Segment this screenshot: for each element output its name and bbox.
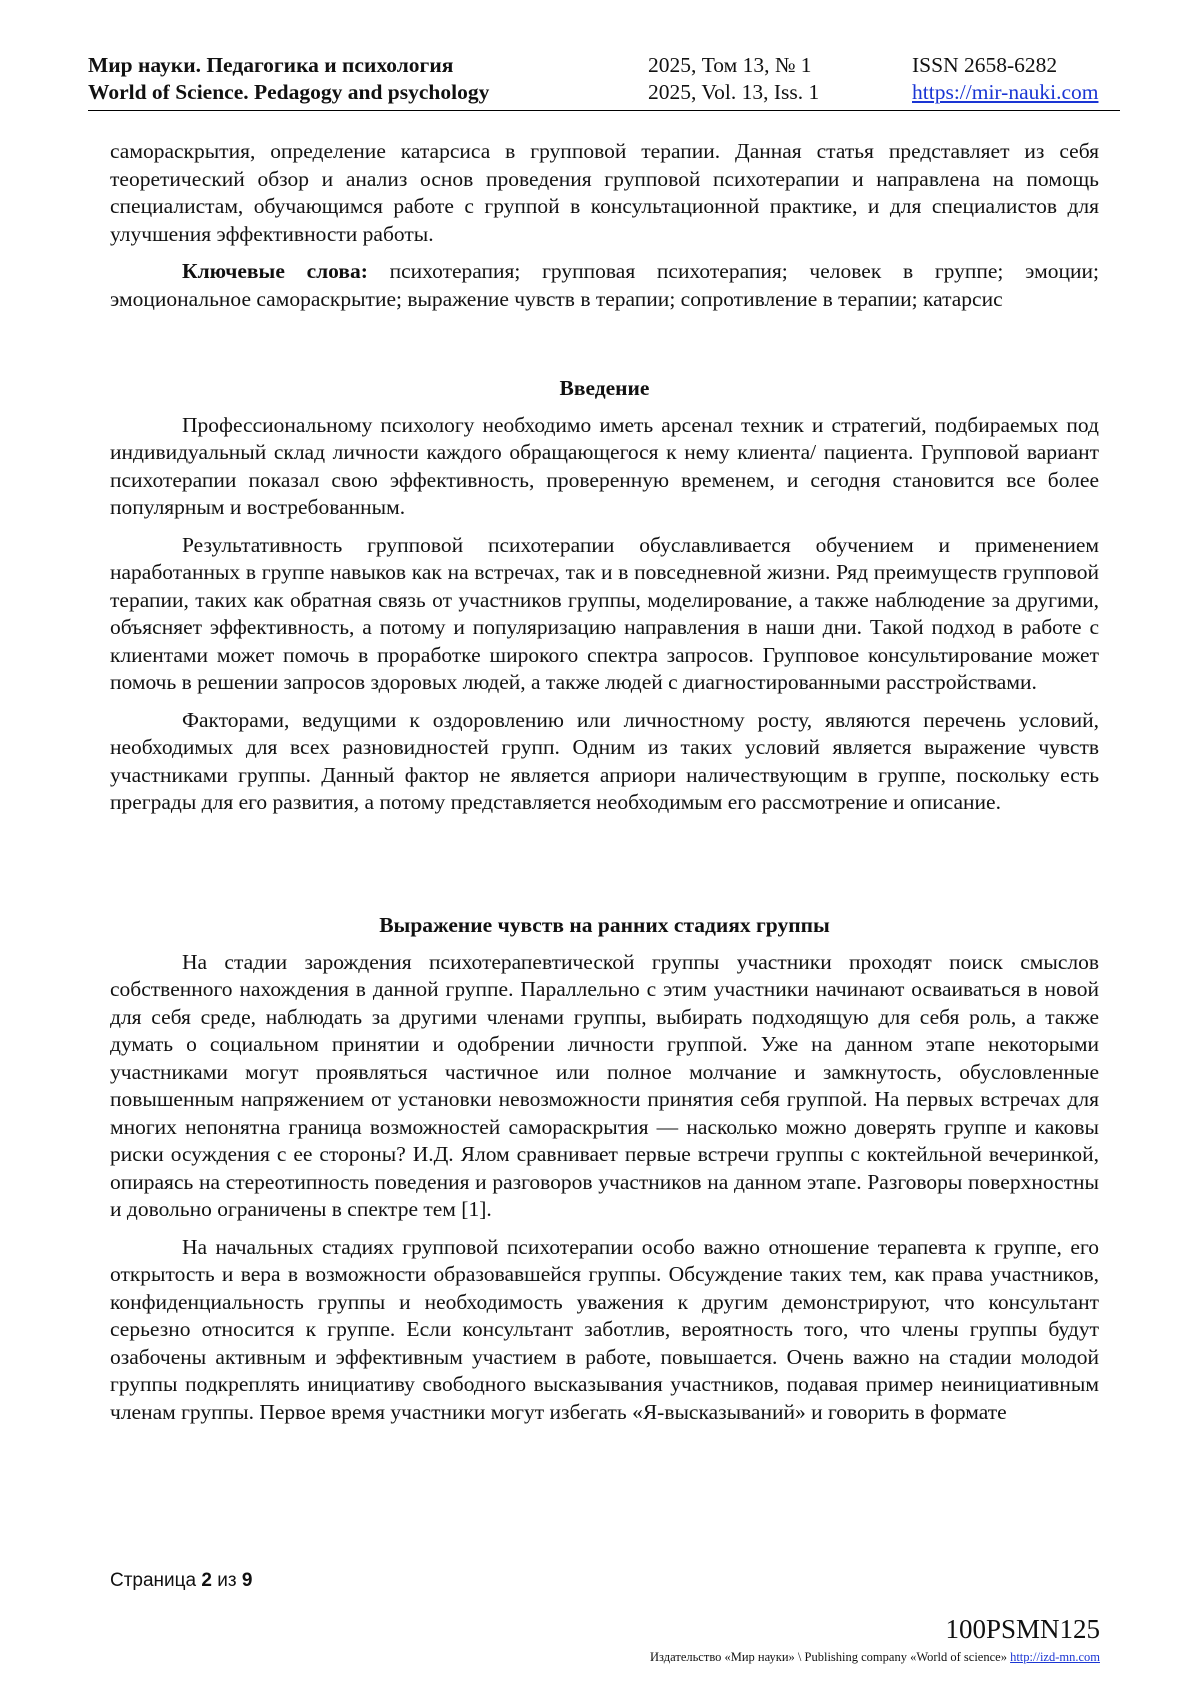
journal-url-link[interactable]: https://mir-nauki.com	[912, 80, 1099, 104]
publisher-url-link[interactable]: http://izd-mn.com	[1010, 1650, 1100, 1664]
journal-title-ru: Мир науки. Педагогика и психология	[88, 53, 454, 77]
publisher-text: Издательство «Мир науки» \ Publishing company «World of science»	[650, 1650, 1011, 1664]
page-number	[110, 1570, 252, 1592]
abstract-block	[110, 138, 1099, 313]
paragraph: На стадии зарождения психотерапевтической группы участники проходят поиск смыслов собственного нахождения в данной группе. Параллельно с этим участники начинают осваиваться в новой для себя среде, наблюдать за другими членами группы, выбирать подходящую для себя роль, а также думать о социальном принятии и одобрении личности группой. Уже на данном этапе некоторыми участниками могут проявляться частичное или полное молчание и замкнутость, обусловленные повышенным напряжением от установки невозможности принятия себя группой. На первых встречах для многих непонятна граница возможностей самораскрытия — насколько можно доверять группе и каковы риски осуждения с ее стороны? И.Д. Ялом сравнивает первые встречи группы с коктейльной вечеринкой, опираясь на стереотипность поведения и разговоров участников на данном этапе. Разговоры поверхностны и довольно ограничены в спектре тем [1].	[110, 949, 1099, 1221]
page-of: из	[211, 1570, 242, 1591]
issn-info	[912, 52, 1098, 106]
section-early-stages	[110, 912, 1099, 1426]
paragraph: Факторами, ведущими к оздоровлению или личностному росту, являются перечень условий, необходимых для всех разновидностей групп. Одним из таких условий является выражение чувств участниками группы. Данный фактор не является априори наличествующим в группе, поскольку есть преграды для его развития, а потому представляется необходимым его рассмотрение и описание.	[110, 707, 1099, 814]
page-total: 9	[241, 1570, 253, 1591]
journal-title-en: World of Science. Pedagogy and psychology	[88, 80, 490, 104]
issue-ru: 2025, Том 13, № 1	[648, 53, 812, 77]
section-heading: Введение	[559, 376, 650, 400]
page-current: 2	[201, 1570, 212, 1591]
publisher-line	[650, 1650, 1100, 1665]
section-introduction	[110, 375, 1099, 817]
abstract-text: самораскрытия, определение катарсиса в групповой терапии. Данная статья представляет из себя теоретический обзор и анализ основ проведения групповой психотерапии и направлена на помощь специалистам, обучающимся работе с группой в консультационной практике, и для специалистов для улучшения эффективности работы.	[110, 139, 1099, 246]
keywords-text: психотерапия; групповая психотерапия; человек в группе; эмоции; эмоциональное самораскрытие; выражение чувств в терапии; сопротивление в терапии; катарсис	[110, 259, 1099, 311]
paragraph: Профессиональному психологу необходимо иметь арсенал техник и стратегий, подбираемых под индивидуальный склад личности каждого обращающегося к нему клиента/ пациента. Групповой вариант психотерапии показал свою эффективность, проверенную временем, и сегодня становится все более популярным и востребованным.	[110, 412, 1099, 519]
journal-header	[88, 52, 1120, 111]
page-prefix: Страница	[110, 1570, 202, 1591]
issue-en: 2025, Vol. 13, Iss. 1	[648, 80, 820, 104]
paragraph: Результативность групповой психотерапии обуславливается обучением и применением наработанных в группе навыков как на встречах, так и в повседневной жизни. Ряд преимуществ групповой терапии, таких как обратная связь от участников группы, моделирование, а также наблюдение за другими, объясняет эффективность, а потому и популяризацию направления в наши дни. Такой подход в работе с клиентами может помочь в проработке широкого спектра запросов. Групповое консультирование может помочь в решении запросов здоровых людей, а также людей с диагностированными расстройствами.	[110, 532, 1099, 694]
paragraph: На начальных стадиях групповой психотерапии особо важно отношение терапевта к группе, его открытость и вера в возможности образовавшейся группы. Обсуждение таких тем, как права участников, конфиденциальность группы и необходимость уважения к другим демонстрируют, что консультант серьезно относится к группе. Если консультант заботлив, вероятность того, что члены группы будут озабочены активным и эффективным участием в работе, повышается. Очень важно на стадии молодой группы подкреплять инициативу свободного высказывания участников, подавая пример неинициативным членам группы. Первое время участники могут избегать «Я-высказываний» и говорить в формате	[110, 1234, 1099, 1424]
issue-info	[648, 52, 819, 106]
journal-title	[88, 52, 489, 106]
issn: ISSN 2658-6282	[912, 53, 1058, 77]
keywords	[110, 258, 1099, 313]
article-code: 100PSMN125	[945, 1614, 1100, 1644]
section-heading: Выражение чувств на ранних стадиях группы	[379, 913, 830, 937]
keywords-label: Ключевые слова:	[182, 259, 368, 283]
